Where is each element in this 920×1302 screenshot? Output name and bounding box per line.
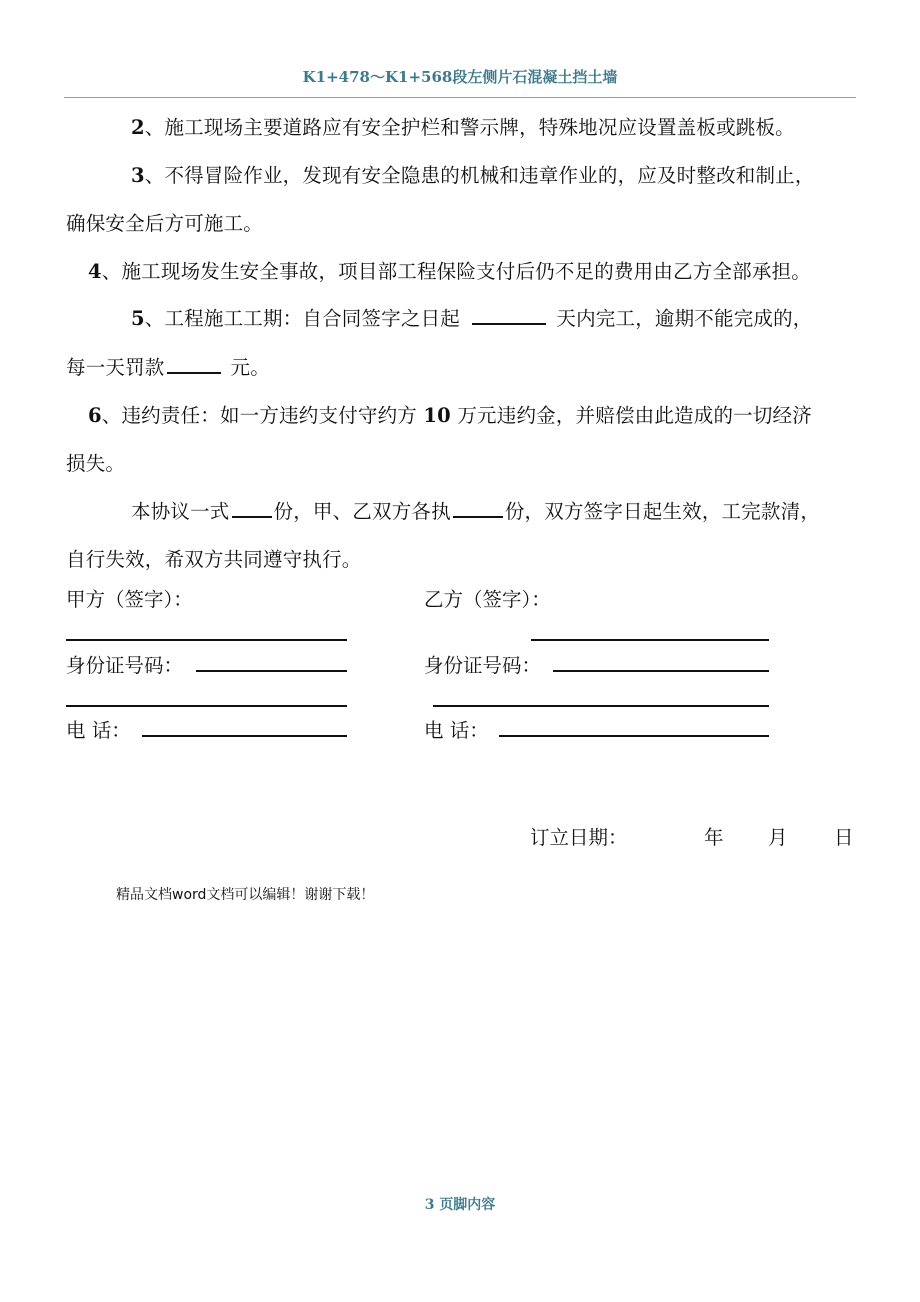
- days-blank[interactable]: [472, 303, 546, 325]
- date-label: 订立日期：: [530, 826, 628, 849]
- page-header-title: K1+478～K1+568段左侧片石混凝土挡土墙: [302, 68, 618, 86]
- page-footer: [0, 1194, 920, 1214]
- clause-3-number: 3: [131, 164, 145, 187]
- party-b-extra-line[interactable]: [433, 705, 769, 707]
- party-b-signature-line[interactable]: [531, 639, 769, 641]
- copies-text-b: 份，甲、乙双方各执: [273, 500, 451, 523]
- header-divider: [64, 97, 856, 98]
- copies-total-blank[interactable]: [232, 496, 272, 518]
- party-b-phone-label: 电 话：: [424, 719, 489, 742]
- clause-3-text-line2: 确保安全后方可施工。: [66, 212, 264, 235]
- copies-text-c: 份，双方签字日起生效，工完款清，: [504, 500, 821, 523]
- penalty-blank[interactable]: [167, 352, 221, 374]
- clause-4-text: 、施工现场发生安全事故，项目部工程保险支付后仍不足的费用由乙方全部承担。: [101, 260, 811, 283]
- party-b-id-label: 身份证号码：: [424, 654, 542, 677]
- clause-3-line2: [66, 208, 263, 236]
- clause-5: [131, 303, 813, 331]
- clause-5-text-d: 元。: [230, 356, 270, 379]
- clause-6-amount: 10: [423, 404, 451, 427]
- clause-6: [88, 400, 812, 428]
- date-day: 日: [834, 826, 854, 849]
- clause-5-number: 5: [131, 307, 145, 330]
- party-a-signature-line[interactable]: [66, 639, 347, 641]
- clause-6-number: 6: [88, 404, 102, 427]
- party-a-phone-line[interactable]: [142, 735, 347, 737]
- party-b-id-line[interactable]: [553, 670, 769, 672]
- party-b-sign-label: 乙方（签字）：: [424, 588, 551, 611]
- clause-3-text-line1: 、不得冒险作业，发现有安全隐患的机械和违章作业的，应及时整改和制止，: [144, 164, 815, 187]
- clause-6-line2: [66, 448, 125, 476]
- party-a-extra-line[interactable]: [66, 705, 347, 707]
- party-b-phone-line[interactable]: [499, 735, 769, 737]
- clause-5-text-b: 天内完工，逾期不能完成的，: [556, 307, 813, 330]
- clause-5-text-c: 每一天罚款: [66, 356, 165, 379]
- copies-paragraph: [131, 496, 820, 524]
- footer-page-number: 3: [424, 1197, 435, 1213]
- party-a-sign-label: 甲方（签字）：: [66, 588, 193, 611]
- clause-4-number: 4: [88, 260, 102, 283]
- clause-3: [131, 160, 815, 188]
- copies-line2: [66, 544, 362, 572]
- clause-5-line2: [66, 352, 270, 380]
- date-year: 年: [704, 826, 724, 849]
- clause-6-text-b: 万元违约金，并赔偿由此造成的一切经济: [457, 404, 812, 427]
- clause-2-text: 、施工现场主要道路应有安全护栏和警示牌，特殊地况应设置盖板或跳板。: [144, 116, 795, 139]
- party-a-id-label: 身份证号码：: [66, 654, 184, 677]
- clause-6-text-c: 损失。: [66, 452, 126, 475]
- clause-6-text-a: 、违约责任：如一方违约支付守约方: [101, 404, 417, 427]
- clause-4: [88, 256, 811, 284]
- party-a-id-line[interactable]: [196, 670, 347, 672]
- copies-each-blank[interactable]: [453, 496, 503, 518]
- clause-5-text-a: 、工程施工工期：自合同签字之日起: [144, 307, 460, 330]
- clause-2-number: 2: [131, 116, 145, 139]
- party-a-phone-label: 电 话：: [66, 719, 131, 742]
- footer-text: 页脚内容: [439, 1197, 496, 1213]
- copies-text-a: 本协议一式: [131, 500, 230, 523]
- copies-text-d: 自行失效，希双方共同遵守执行。: [66, 548, 362, 571]
- download-note: 精品文档word文档可以编辑！谢谢下载！: [116, 887, 375, 903]
- clause-2: [131, 112, 795, 140]
- date-month: 月: [768, 826, 788, 849]
